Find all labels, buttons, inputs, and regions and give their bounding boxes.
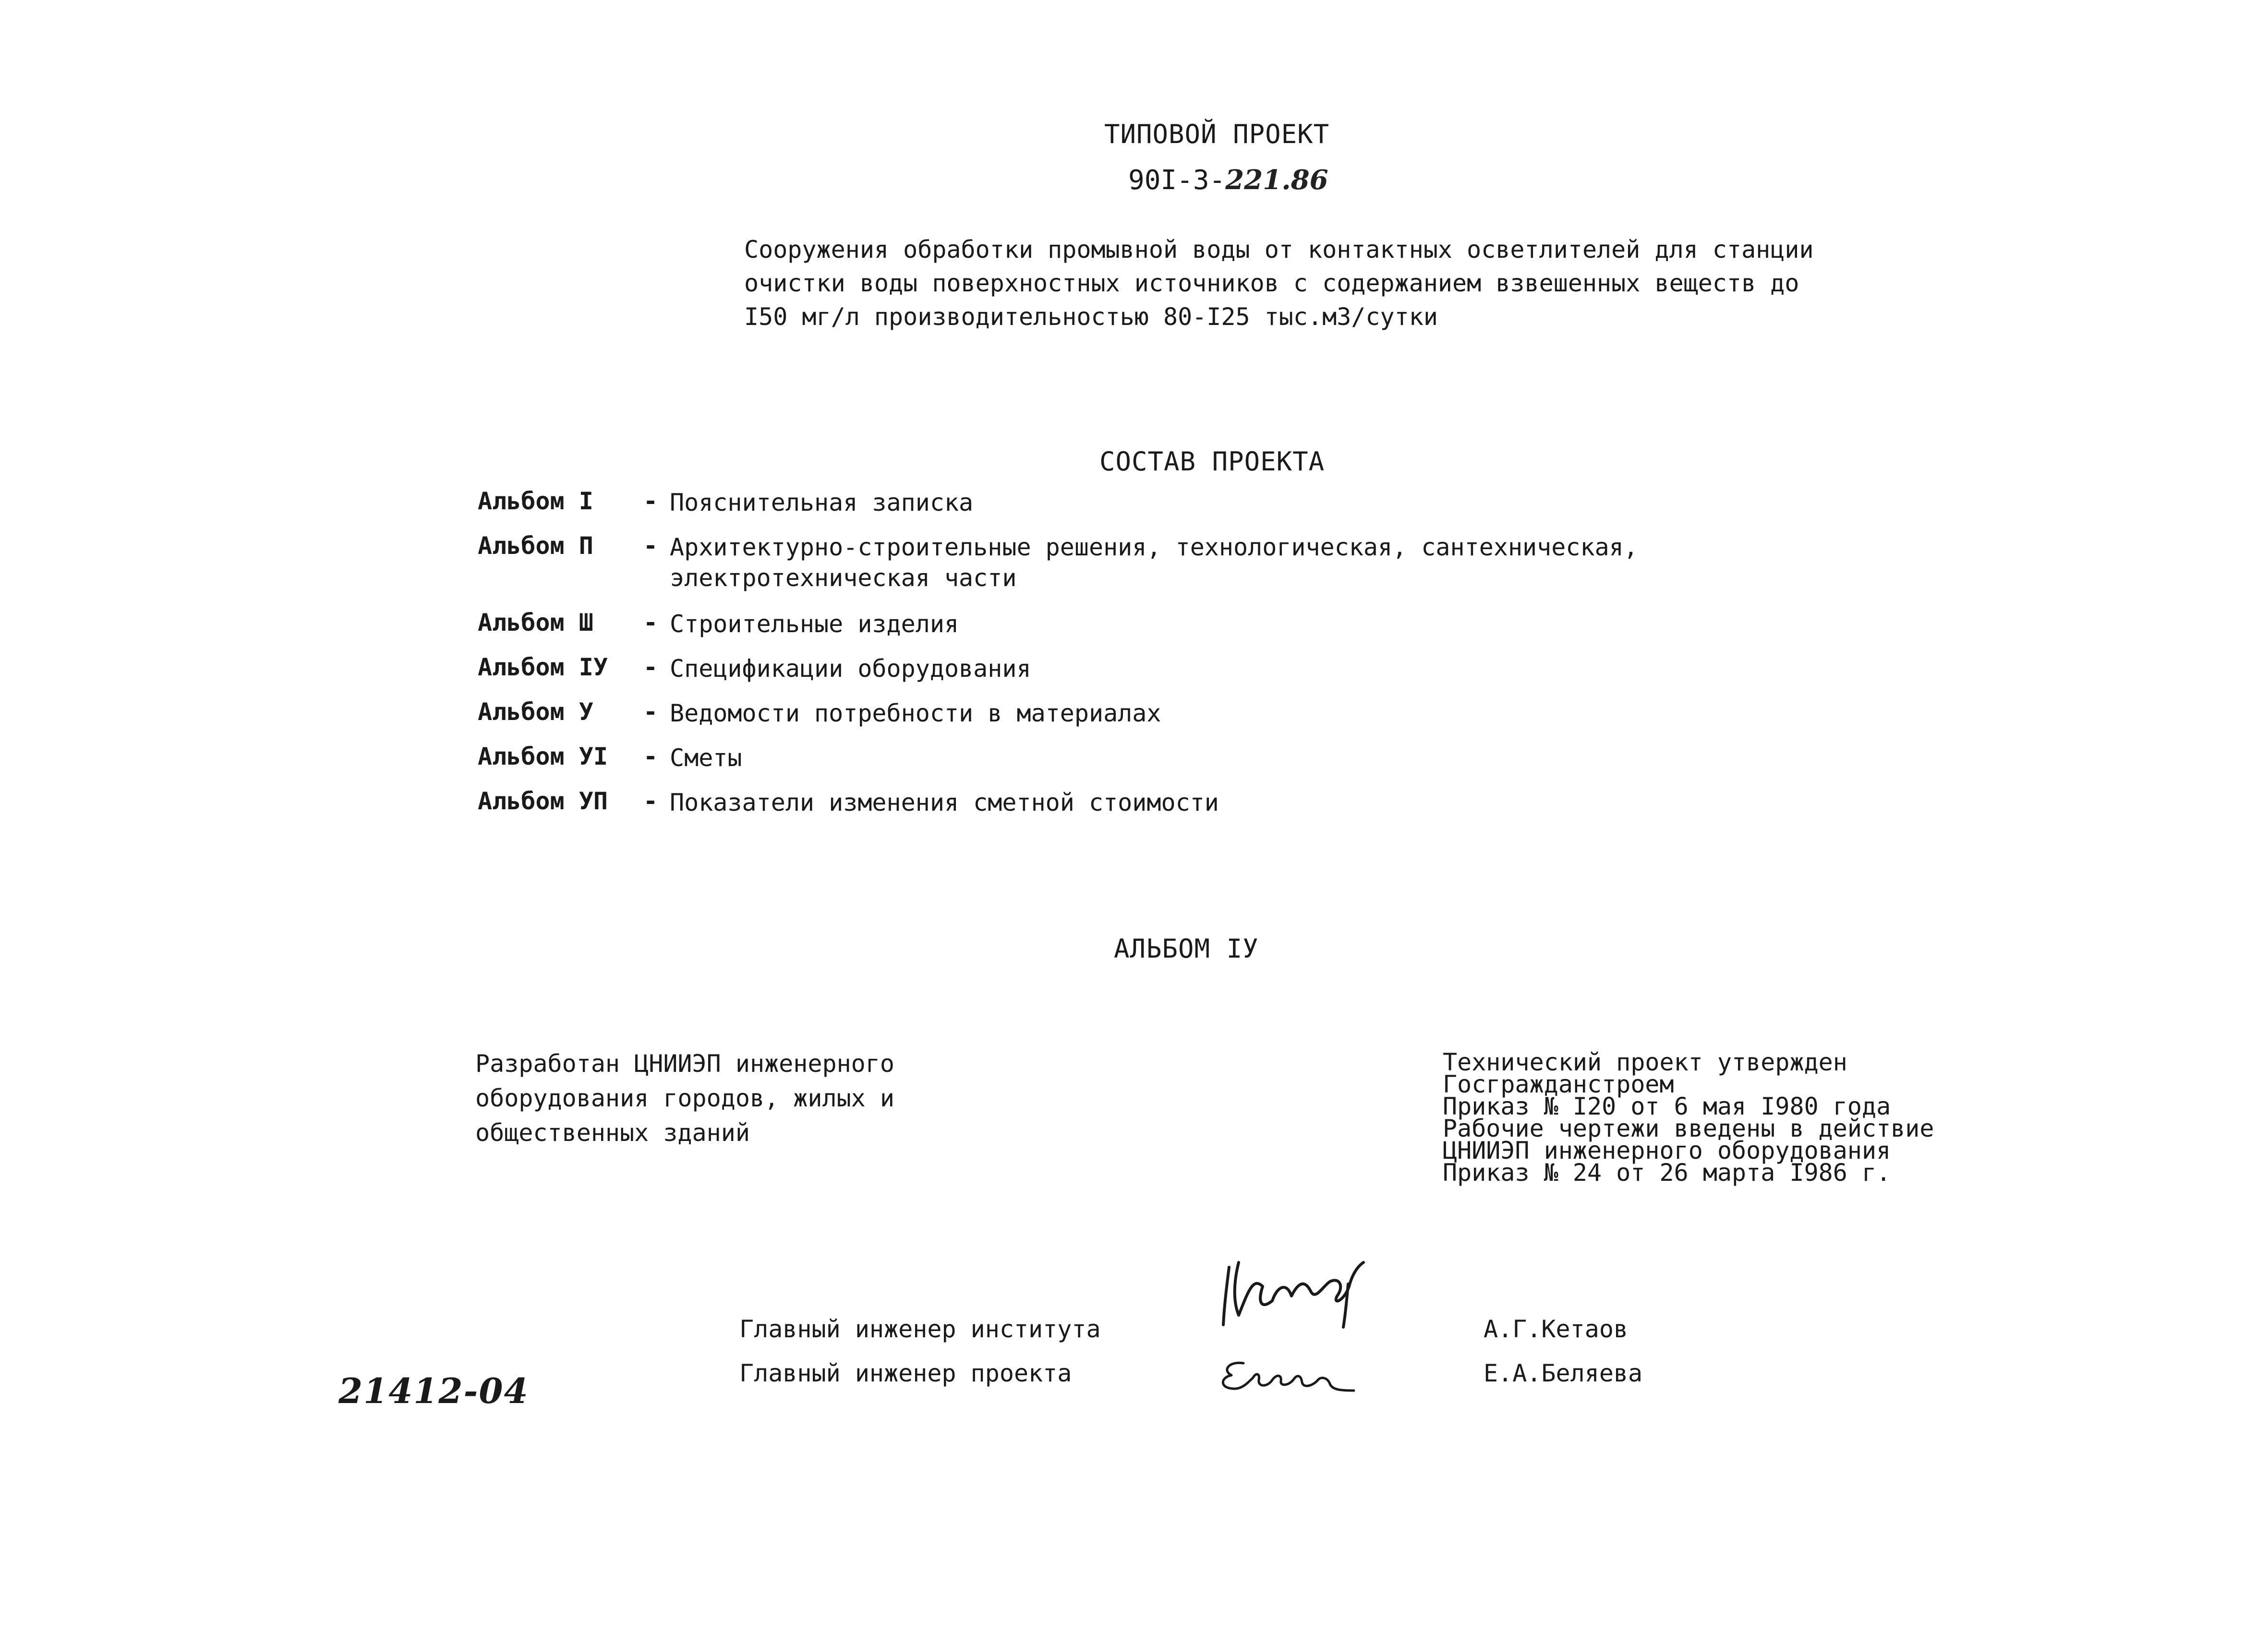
approval-line: Приказ № I20 от 6 мая I980 года [1443, 1092, 1891, 1120]
description-line: Сооружения обработки промывной воды от контактных осветлителей для станции [744, 236, 1814, 264]
project-description [744, 233, 1814, 334]
album-dash: - [643, 698, 658, 726]
album-label: Альбом УI [478, 743, 608, 770]
approval-line: Приказ № 24 от 26 марта I986 г. [1443, 1159, 1891, 1187]
album-description-line: электротехническая части [670, 564, 1017, 592]
album-description: Показатели изменения сметной стоимости [670, 789, 1219, 816]
approval-line: Технический проект утвержден [1443, 1048, 1847, 1076]
description-line: I50 мг/л производительностью 80-I25 тыс.м3/сутки [744, 303, 1438, 331]
album-description: Спецификации оборудования [670, 655, 1031, 683]
signature-name: А.Г.Кетаов [1484, 1315, 1629, 1343]
album-label: Альбом I [478, 487, 593, 515]
handwritten-signature-chief-institute [1219, 1258, 1373, 1330]
album-description: Сметы [670, 744, 742, 772]
album-description: Строительные изделия [670, 610, 959, 638]
composition-heading: СОСТАВ ПРОЕКТА [1099, 446, 1325, 477]
developer-line: общественных зданий [475, 1119, 750, 1147]
album-label: Альбом У [478, 698, 593, 726]
developer-line: Разработан ЦНИИЭП инженерного [475, 1050, 894, 1078]
project-number-handwritten: 221.86 [1225, 164, 1328, 196]
album-dash: - [643, 743, 658, 770]
developer-line: оборудования городов, жилых и [475, 1084, 894, 1112]
document-title: ТИПОВОЙ ПРОЕКТ [1104, 119, 1330, 149]
approval-line: Рабочие чертежи введены в действие [1443, 1115, 1934, 1142]
archive-number: 21412-04 [338, 1370, 529, 1411]
signature-role: Главный инженер проекта [739, 1359, 1072, 1387]
project-number-prefix: 90I-3- [1128, 165, 1226, 196]
album-dash: - [643, 653, 658, 681]
album-description-line: Архитектурно-строительные решения, технологическая, сантехническая, [670, 533, 1638, 561]
current-album-heading: АЛЬБОМ IУ [1114, 934, 1259, 964]
signature-role: Главный инженер института [739, 1315, 1101, 1343]
album-description: Ведомости потребности в материалах [670, 699, 1161, 727]
album-label: Альбом Ш [478, 609, 593, 636]
album-label: Альбом УП [478, 787, 608, 815]
approval-line: Госгражданстроем [1443, 1070, 1674, 1098]
album-dash: - [643, 609, 658, 636]
album-dash: - [643, 532, 658, 560]
signature-name: Е.А.Беляева [1484, 1359, 1643, 1387]
album-label: Альбом IУ [478, 653, 608, 681]
description-line: очистки воды поверхностных источников с содержанием взвешенных веществ до [744, 269, 1799, 297]
album-description [670, 532, 1638, 593]
approval-block [1443, 1048, 1934, 1187]
approval-line: ЦНИИЭП инженерного оборудования [1443, 1137, 1891, 1164]
developer-block [475, 1046, 894, 1150]
project-number [1128, 164, 1328, 196]
album-dash: - [643, 787, 658, 815]
album-description: Пояснительная записка [670, 489, 974, 516]
album-dash: - [643, 487, 658, 515]
album-label: Альбом П [478, 532, 593, 560]
handwritten-signature-chief-project [1215, 1351, 1359, 1399]
